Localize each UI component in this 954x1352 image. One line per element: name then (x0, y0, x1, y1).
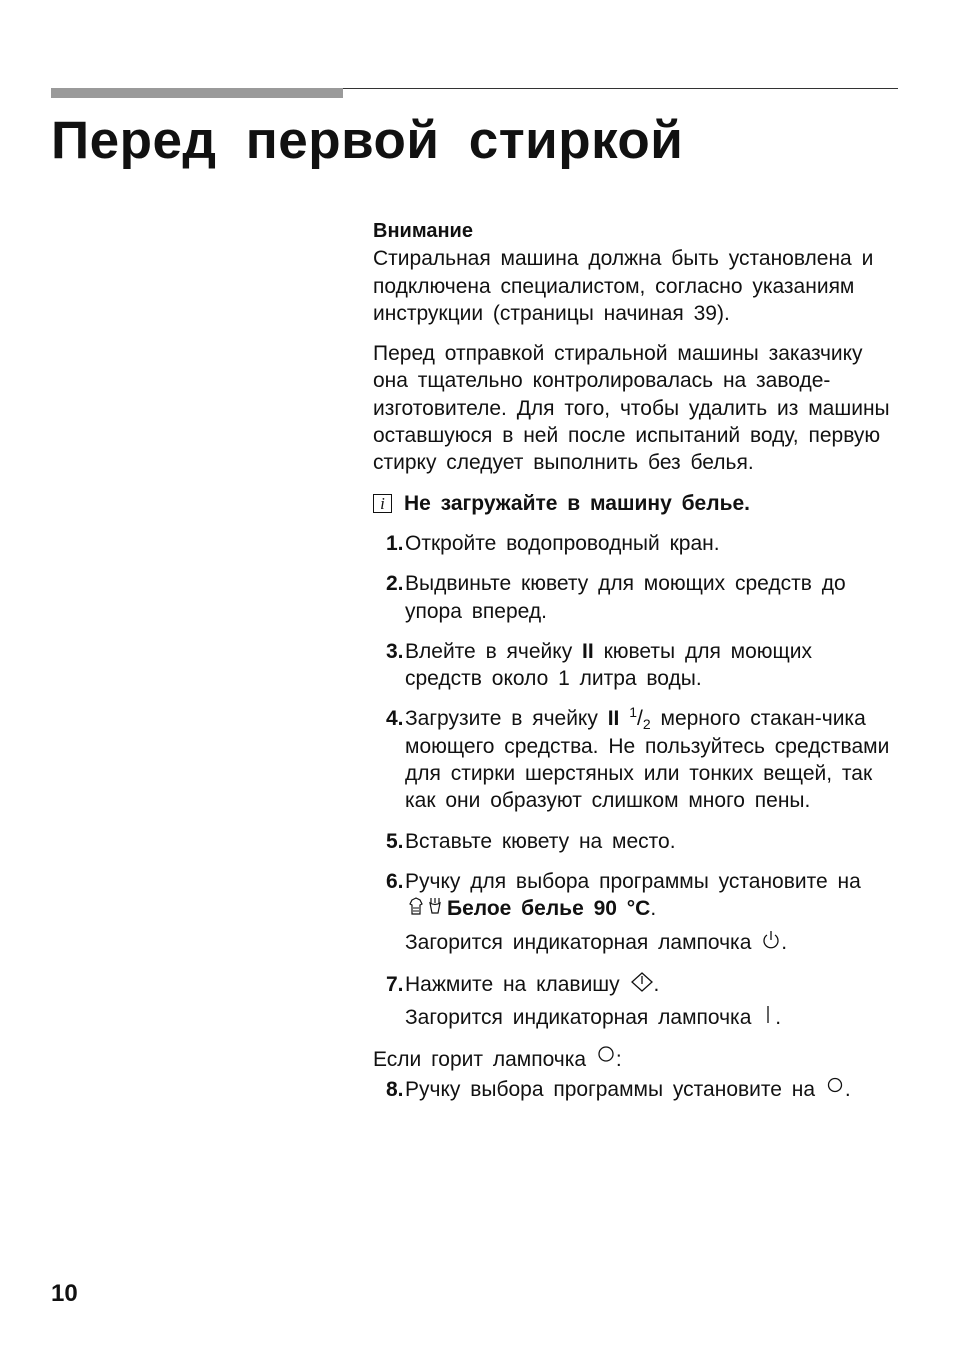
attention-heading: Внимание (373, 220, 473, 242)
info-note (373, 490, 898, 517)
step-4 (373, 705, 898, 814)
off-indicator-icon (596, 1046, 616, 1075)
content-column (373, 218, 898, 1118)
fraction-numerator: 1 (629, 704, 638, 721)
step-text (405, 638, 898, 693)
fraction: $^1/_2$ (629, 704, 651, 733)
step-text-part: . (650, 897, 657, 921)
step-text-part: Ручку выбора программы установите на (405, 1077, 816, 1101)
header-accent-bar (51, 88, 343, 98)
indicator-line (405, 1004, 898, 1033)
on-indicator-icon (761, 1004, 775, 1033)
start-key-icon (630, 971, 654, 1000)
step-text-part: Нажмите на клавишу (405, 973, 620, 997)
step-8 (373, 1076, 898, 1105)
step-3 (373, 638, 898, 693)
step-text-part: . (844, 1077, 851, 1101)
step-text (405, 1076, 898, 1105)
step-text-part: Загрузите в ячейку (405, 707, 598, 731)
step-text-part: Влейте в ячейку (405, 639, 573, 663)
step-text (405, 868, 898, 958)
step-text-part: мерного стакан-чика моющего средства. Не пользуйтесь средствами для стирки шерстяных или тонких вещей, так как они образуют слишком много пены. (405, 707, 890, 813)
step-number: 2. (386, 572, 404, 596)
step-number: 8. (386, 1077, 404, 1101)
attention-text: Стиральная машина должна быть установлена и подключена специалистом, согласно указаниям инструкции (страницы начиная 39). (373, 247, 874, 325)
step-2 (373, 570, 898, 625)
step-text-part: . (775, 1006, 782, 1030)
page-title: Перед первой стиркой (51, 111, 684, 170)
step-number: 3. (386, 639, 404, 663)
step-number: 1. (386, 531, 404, 555)
condition-end: : (615, 1048, 622, 1072)
page-number: 10 (51, 1280, 78, 1307)
compartment-label: II (582, 639, 594, 663)
step-number: 5. (386, 829, 404, 853)
condition-text: Если горит лампочка (373, 1048, 587, 1072)
step-text-part: Ручку для выбора программы установите на (405, 869, 861, 893)
off-position-icon (825, 1076, 845, 1105)
step-number: 7. (386, 972, 404, 996)
step-text: Откройте водопроводный кран. (405, 531, 720, 555)
step-number: 4. (386, 707, 404, 731)
cotton-program-icon (405, 895, 447, 924)
step-5 (373, 828, 898, 855)
power-indicator-icon (761, 929, 781, 958)
step-text-part: . (653, 973, 660, 997)
step-number: 6. (386, 869, 404, 893)
step-6 (373, 868, 898, 958)
step-7 (373, 971, 898, 1034)
step-text-part: Загорится индикаторная лампочка (405, 930, 752, 954)
step-text-part: Загорится индикаторная лампочка (405, 1006, 752, 1030)
info-icon: i (373, 494, 392, 513)
info-note-text: Не загружайте в машину белье. (404, 491, 750, 515)
intro-paragraph: Перед отправкой стиральной машины заказчику она тщательно контролировалась на заводе-изготовителе. Для того, чтобы удалить из машины оставшуюся в ней после испытаний воду, первую стирку следует выполнить без белья. (373, 342, 890, 475)
step-1 (373, 530, 898, 557)
steps-list (373, 530, 898, 1033)
step-text: Выдвиньте кювету для моющих средств до упора вперед. (405, 572, 846, 623)
step-text-part: кюветы для моющих средств около 1 литра воды. (405, 639, 813, 691)
step-text (405, 971, 898, 1034)
fraction-denominator: 2 (642, 716, 651, 733)
step-text-part: . (781, 930, 788, 954)
program-name: Белое белье 90 °C (447, 897, 651, 921)
steps-list-continued (373, 1076, 898, 1105)
step-text: Вставьте кювету на место. (405, 829, 676, 853)
indicator-line (405, 929, 898, 958)
step-text (405, 705, 898, 814)
condition-line (373, 1046, 898, 1075)
compartment-label: II (607, 707, 620, 731)
